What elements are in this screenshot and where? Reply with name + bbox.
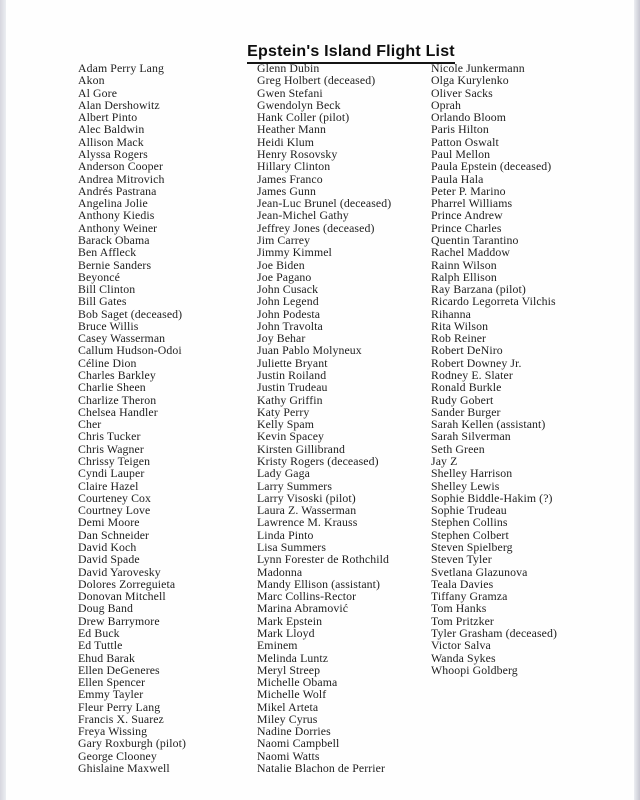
flight-list-name: Natalie Blachon de Perrier: [257, 761, 386, 776]
flight-list-name: Steven Spielberg: [431, 539, 513, 554]
flight-list-name: Céline Dion: [78, 355, 137, 370]
flight-list-name: Jean-Michel Gathy: [257, 208, 349, 223]
flight-list-name: Glenn Dubin: [257, 61, 320, 75]
flight-list-name: Anthony Kiedis: [78, 208, 155, 223]
flight-list-name: Kristy Rogers (deceased): [257, 454, 379, 468]
flight-list-name: Cher: [78, 417, 102, 432]
flight-list-name: Chrissy Teigen: [78, 454, 151, 468]
flight-list-name: Mikel Arteta: [257, 699, 319, 714]
flight-list-name: Charlie Sheen: [78, 380, 146, 395]
flight-list-name: Chris Tucker: [78, 429, 141, 444]
flight-list-name: Quentin Tarantino: [431, 232, 519, 247]
flight-list-name: Adam Perry Lang: [78, 61, 165, 75]
flight-list-name: Naomi Watts: [257, 748, 320, 763]
flight-list-name: Ricardo Legorreta Vilchis: [431, 294, 556, 309]
flight-list-name: Rita Wilson: [431, 318, 489, 333]
flight-list-name: Larry Summers: [257, 478, 333, 493]
flight-list-name: Svetlana Glazunova: [431, 564, 528, 579]
flight-list-name: Peter P. Marino: [431, 183, 506, 198]
flight-list-name: Anthony Weiner: [78, 220, 158, 235]
flight-list-name: Andrea Mitrovich: [78, 171, 165, 186]
flight-list-name: Stephen Collins: [431, 515, 508, 530]
flight-list-name: Oliver Sacks: [431, 85, 493, 100]
flight-list-name: Jay Z: [431, 454, 458, 468]
flight-list-name: Teala Davies: [431, 576, 494, 591]
flight-list-name: Ray Barzana (pilot): [431, 282, 526, 297]
flight-list-name: Ben Affleck: [78, 245, 137, 260]
flight-list-name: Eminem: [257, 638, 298, 653]
flight-list-name: Charlize Theron: [78, 392, 157, 407]
flight-list-name: Joe Pagano: [257, 269, 312, 284]
flight-list-name: Hillary Clinton: [257, 159, 331, 174]
flight-list-name: Francis X. Suarez: [78, 711, 164, 726]
flight-list-name: Jean-Luc Brunel (deceased): [257, 196, 392, 211]
flight-list-name: Chelsea Handler: [78, 404, 158, 419]
flight-list-name: Tom Hanks: [431, 601, 487, 616]
flight-list-name: Paula Hala: [431, 171, 484, 186]
flight-list-name: Emmy Tayler: [78, 687, 144, 702]
flight-list-name: Naomi Campbell: [257, 736, 340, 751]
flight-list-name: Claire Hazel: [78, 478, 139, 493]
flight-list-name: Drew Barrymore: [78, 613, 160, 628]
flight-list-name: Ed Tuttle: [78, 638, 123, 653]
flight-list-name: Shelley Lewis: [431, 478, 500, 493]
flight-list-name: David Yarovesky: [78, 564, 161, 579]
flight-list-name: Beyoncé: [78, 269, 120, 284]
flight-list-name: Freya Wissing: [78, 724, 148, 739]
flight-list-name: Lady Gaga: [257, 466, 310, 481]
flight-list-name: George Clooney: [78, 748, 157, 763]
flight-list-name: Rudy Gobert: [431, 392, 494, 407]
flight-list-name: Jim Carrey: [257, 232, 311, 247]
flight-list-name: Demi Moore: [78, 515, 140, 530]
flight-list-name: Ronald Burkle: [431, 380, 502, 395]
flight-list-name: Mandy Ellison (assistant): [257, 576, 381, 591]
flight-list-name: Dolores Zorreguieta: [78, 576, 176, 591]
flight-list-name: Melinda Luntz: [257, 650, 329, 665]
flight-list-name: Kirsten Gillibrand: [257, 441, 345, 456]
flight-list-name: Kelly Spam: [257, 417, 315, 432]
flight-list-name: Linda Pinto: [257, 527, 314, 542]
flight-list-name: Ellen Spencer: [78, 675, 146, 690]
flight-list-name: Charles Barkley: [78, 368, 156, 383]
flight-list-name: Lawrence M. Krauss: [257, 515, 358, 530]
flight-list-name: Seth Green: [431, 441, 485, 456]
flight-list-name: Alyssa Rogers: [78, 146, 148, 161]
flight-list-name: Sarah Silverman: [431, 429, 511, 444]
flight-list-name: Paul Mellon: [431, 146, 491, 161]
page-edge-right: [634, 0, 640, 800]
flight-list-name: Kathy Griffin: [257, 392, 323, 407]
flight-list-name: Sander Burger: [431, 404, 501, 419]
flight-list-name: Pharrel Williams: [431, 196, 513, 211]
flight-list-name: Fleur Perry Lang: [78, 699, 161, 714]
flight-list-name: Gary Roxburgh (pilot): [78, 736, 187, 751]
flight-list-name: Orlando Bloom: [431, 110, 507, 125]
flight-list-name: Bruce Willis: [78, 318, 139, 333]
flight-list-name: Robert Downey Jr.: [431, 355, 522, 370]
flight-list-name: Ed Buck: [78, 625, 120, 640]
flight-list-name: Laura Z. Wasserman: [257, 503, 357, 518]
flight-list-name: Mark Lloyd: [257, 625, 315, 640]
flight-list-name: Bill Clinton: [78, 282, 136, 297]
flight-list-name: Gwendolyn Beck: [257, 97, 341, 112]
flight-list-name: Ellen DeGeneres: [78, 662, 160, 677]
flight-list-name: Juan Pablo Molyneux: [257, 343, 362, 358]
flight-list-name: Kevin Spacey: [257, 429, 325, 444]
flight-list-name: Sarah Kellen (assistant): [431, 417, 546, 432]
flight-list-name: Greg Holbert (deceased): [257, 73, 376, 88]
flight-list-name: Michelle Obama: [257, 675, 338, 690]
flight-list-name: Al Gore: [78, 85, 118, 100]
flight-list-name: Prince Andrew: [431, 208, 503, 223]
flight-list-name: Nicole Junkermann: [431, 61, 525, 75]
flight-list-name: Sophie Trudeau: [431, 503, 507, 518]
flight-list-name: Steven Tyler: [431, 552, 492, 567]
flight-list-name: Rachel Maddow: [431, 245, 510, 260]
flight-list-name: Prince Charles: [431, 220, 502, 235]
flight-list-name: Paris Hilton: [431, 122, 489, 137]
flight-list-name: Katy Perry: [257, 404, 310, 419]
flight-list-name: Alan Dershowitz: [78, 97, 160, 112]
flight-list-name: Olga Kurylenko: [431, 73, 509, 88]
flight-list-name: Ralph Ellison: [431, 269, 497, 284]
flight-list-name: Justin Roiland: [257, 368, 327, 383]
flight-list-name: Jimmy Kimmel: [257, 245, 332, 260]
flight-list-name: Justin Trudeau: [257, 380, 328, 395]
flight-list-name: Larry Visoski (pilot): [257, 490, 356, 505]
flight-list-name: Paula Epstein (deceased): [431, 159, 552, 174]
flight-list-name: Alec Baldwin: [78, 122, 145, 137]
flight-list-name: Rodney E. Slater: [431, 368, 513, 383]
flight-list-name: Heather Mann: [257, 122, 327, 137]
flight-list-name: Joy Behar: [257, 331, 306, 346]
flight-list-name: Joe Biden: [257, 257, 305, 272]
flight-list-name: Allison Mack: [78, 134, 144, 149]
flight-list-name: Hank Coller (pilot): [257, 110, 350, 125]
flight-list-name: Rob Reiner: [431, 331, 487, 346]
flight-list-name: David Koch: [78, 539, 137, 554]
flight-list-name: Barack Obama: [78, 232, 150, 247]
flight-list-name: Madonna: [257, 564, 303, 579]
flight-list-name: Albert Pinto: [78, 110, 138, 125]
flight-list-name: Angelina Jolie: [78, 196, 148, 211]
flight-list-name: Akon: [78, 73, 105, 88]
flight-list-name: Jeffrey Jones (deceased): [257, 220, 375, 235]
flight-list-name: Juliette Bryant: [257, 355, 328, 370]
flight-list-name: John Travolta: [257, 318, 323, 333]
flight-list-name: David Spade: [78, 552, 140, 567]
flight-list-name: Henry Rosovsky: [257, 146, 338, 161]
flight-list-name: Andrés Pastrana: [78, 183, 157, 198]
flight-list-name: Whoopi Goldberg: [431, 662, 518, 677]
flight-list-name: Stephen Colbert: [431, 527, 509, 542]
flight-list-column-1: [78, 62, 254, 774]
flight-list-name: Courtney Love: [78, 503, 151, 518]
flight-list-name: Michelle Wolf: [257, 687, 327, 702]
flight-list-column-2: [257, 62, 429, 774]
flight-list-name: Courteney Cox: [78, 490, 152, 505]
flight-list-name: James Gunn: [257, 183, 316, 198]
flight-list-name: Oprah: [431, 97, 461, 112]
flight-list-name: Rainn Wilson: [431, 257, 497, 272]
flight-list-name: Nadine Dorries: [257, 724, 331, 739]
page-title: [62, 27, 640, 64]
flight-list-name: Miley Cyrus: [257, 711, 318, 726]
flight-list-name: Tom Pritzker: [431, 613, 494, 628]
flight-list-name: Patton Oswalt: [431, 134, 499, 149]
flight-list-name: Bob Saget (deceased): [78, 306, 183, 321]
flight-list-name: James Franco: [257, 171, 323, 186]
flight-list-name: Tiffany Gramza: [431, 589, 508, 604]
flight-list-name: Sophie Biddle-Hakim (?): [431, 490, 553, 505]
flight-list-name: Chris Wagner: [78, 441, 144, 456]
page-edge-left: [0, 0, 6, 800]
flight-list-name: Bill Gates: [78, 294, 127, 309]
flight-list-name: Tyler Grasham (deceased): [431, 625, 558, 640]
flight-list-name: Gwen Stefani: [257, 85, 323, 100]
flight-list-name: Anderson Cooper: [78, 159, 164, 174]
flight-list-name: Ehud Barak: [78, 650, 136, 665]
flight-list-name: Shelley Harrison: [431, 466, 513, 481]
flight-list-name: Wanda Sykes: [431, 650, 496, 665]
flight-list-column-3: [431, 62, 616, 676]
flight-list-name: Meryl Streep: [257, 662, 321, 677]
flight-list-name: Lynn Forester de Rothchild: [257, 552, 390, 567]
flight-list-name: John Legend: [257, 294, 319, 309]
flight-list-name: Donovan Mitchell: [78, 589, 166, 604]
flight-list-name: Victor Salva: [431, 638, 491, 653]
flight-list-name: Bernie Sanders: [78, 257, 152, 272]
flight-list-name: John Podesta: [257, 306, 321, 321]
flight-list-name: Heidi Klum: [257, 134, 315, 149]
page-title-text: Epstein's Island Flight List: [247, 43, 455, 64]
flight-list-name: Lisa Summers: [257, 539, 327, 554]
flight-list-name: Marina Abramović: [257, 601, 349, 616]
flight-list-name: Rihanna: [431, 306, 472, 321]
flight-list-name: John Cusack: [257, 282, 319, 297]
flight-list-name: Doug Band: [78, 601, 133, 616]
flight-list-name: Robert DeNiro: [431, 343, 503, 358]
flight-list-name: Callum Hudson-Odoi: [78, 343, 182, 358]
flight-list-name: Ghislaine Maxwell: [78, 761, 170, 776]
flight-list-name: Marc Collins-Rector: [257, 589, 357, 604]
flight-list-name: Mark Epstein: [257, 613, 323, 628]
flight-list-name: Casey Wasserman: [78, 331, 166, 346]
flight-list-name: Cyndi Lauper: [78, 466, 145, 481]
flight-list-name: Dan Schneider: [78, 527, 150, 542]
